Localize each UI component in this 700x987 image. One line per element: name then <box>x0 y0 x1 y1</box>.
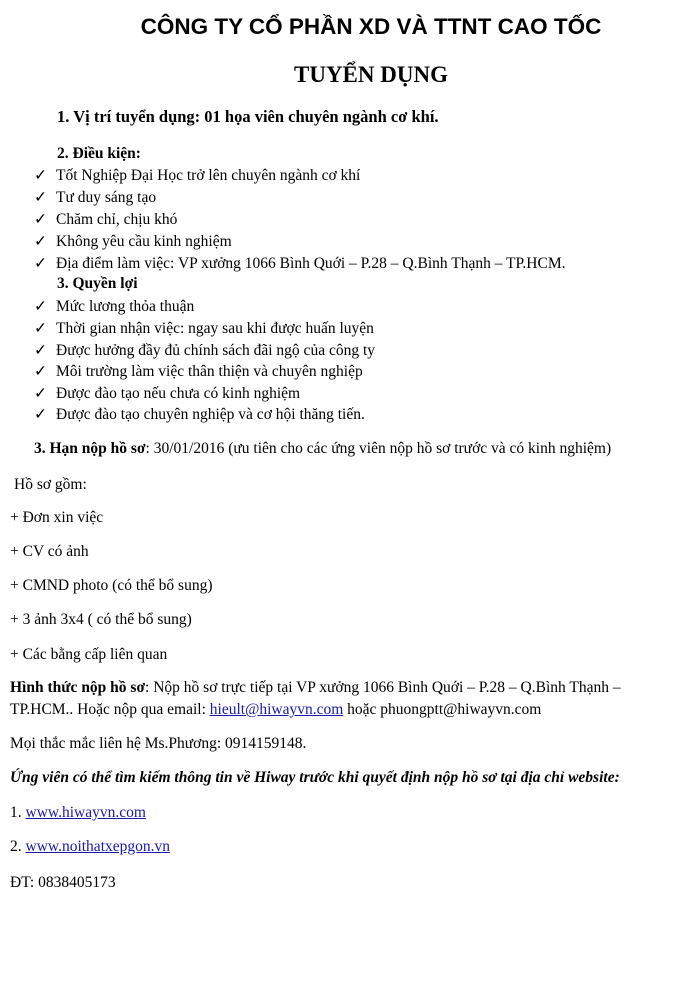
list-item: ✓ Không yêu cầu kinh nghiệm <box>34 233 232 250</box>
list-item: ✓ Được đào tạo nếu chưa có kinh nghiệm <box>34 385 301 402</box>
requirements-heading: 2. Điều kiện: <box>57 145 141 162</box>
list-item: + CMND photo (có thể bổ sung) <box>10 577 213 594</box>
contact-line: Mọi thắc mắc liên hệ Ms.Phương: 0914159148. <box>10 735 307 752</box>
page-title: TUYỂN DỤNG <box>294 62 448 87</box>
checkmark-icon: ✓ <box>34 211 47 228</box>
website-link[interactable]: www.noithatxepgon.vn <box>25 838 171 855</box>
submission-line-1: Hình thức nộp hồ sơ: Nộp hồ sơ trực tiếp tại VP xưởng 1066 Bình Quới – P.28 – Q.Bình Thạnh – <box>10 679 621 696</box>
documents-heading: Hồ sơ gồm: <box>14 476 87 493</box>
list-item: ✓ Tư duy sáng tạo <box>34 189 157 206</box>
checkmark-icon: ✓ <box>34 189 47 206</box>
submission-line-2: TP.HCM.. Hoặc nộp qua email: hieult@hiwayvn.com hoặc phuongptt@hiwayvn.com <box>10 701 542 718</box>
website-item-2: 2. www.noithatxepgon.vn <box>10 838 171 855</box>
deadline-line: 3. Hạn nộp hồ sơ: 30/01/2016 (ưu tiên cho các ứng viên nộp hồ sơ trước và có kinh nghiệm) <box>34 440 612 457</box>
checkmark-icon: ✓ <box>34 363 47 380</box>
list-item: ✓ Được hưởng đầy đủ chính sách đãi ngộ của công ty <box>34 342 376 359</box>
list-item: ✓ Được đào tạo chuyên nghiệp và cơ hội thăng tiến. <box>34 406 365 423</box>
list-item: ✓ Chăm chỉ, chịu khó <box>34 211 178 228</box>
list-item: ✓ Thời gian nhận việc: ngay sau khi được huấn luyện <box>34 320 374 337</box>
position-heading: 1. Vị trí tuyển dụng: 01 họa viên chuyên ngành cơ khí. <box>57 107 439 126</box>
list-item: ✓ Môi trường làm việc thân thiện và chuyên nghiệp <box>34 363 363 380</box>
website-item-1: 1. www.hiwayvn.com <box>10 804 146 821</box>
checkmark-icon: ✓ <box>34 342 47 359</box>
website-link[interactable]: www.hiwayvn.com <box>25 804 146 821</box>
company-name: CÔNG TY CỔ PHẦN XD VÀ TTNT CAO TỐC <box>140 14 602 39</box>
benefits-heading: 3. Quyền lợi <box>57 275 138 292</box>
checkmark-icon: ✓ <box>34 406 47 423</box>
list-item: + Đơn xin việc <box>10 509 104 526</box>
email-link[interactable]: hieult@hiwayvn.com <box>209 701 344 718</box>
checkmark-icon: ✓ <box>34 298 47 315</box>
list-item: + Các bằng cấp liên quan <box>10 646 168 663</box>
list-item: + 3 ảnh 3x4 ( có thể bổ sung) <box>10 611 192 628</box>
list-item: ✓ Tốt Nghiệp Đại Học trở lên chuyên ngành cơ khí <box>34 167 361 184</box>
list-item: ✓ Mức lương thỏa thuận <box>34 298 195 315</box>
checkmark-icon: ✓ <box>34 385 47 402</box>
website-note: Ứng viên có thể tìm kiếm thông tin về Hiway trước khi quyết định nộp hồ sơ tại địa chỉ website: <box>10 769 620 786</box>
checkmark-icon: ✓ <box>34 320 47 337</box>
list-item: ✓ Địa điểm làm việc: VP xưởng 1066 Bình Quới – P.28 – Q.Bình Thạnh – TP.HCM. <box>34 255 566 272</box>
checkmark-icon: ✓ <box>34 255 47 272</box>
checkmark-icon: ✓ <box>34 167 47 184</box>
checkmark-icon: ✓ <box>34 233 47 250</box>
phone-line: ĐT: 0838405173 <box>10 874 116 891</box>
list-item: + CV có ảnh <box>10 543 89 560</box>
